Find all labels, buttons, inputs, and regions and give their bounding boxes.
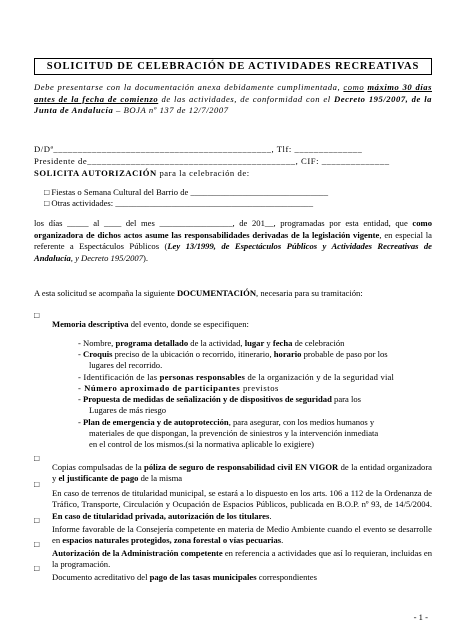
checkbox-poliza[interactable]: □	[34, 453, 40, 463]
intro-decree: Decreto 195/2007, de la Junta de Andalucía	[34, 93, 432, 116]
autorizacion-text: en referencia a actividades que así lo requieran, incluidas en la programación.	[52, 547, 432, 570]
sub-text: de la organización y de la seguridad vial	[245, 371, 395, 382]
tasas-item	[52, 572, 432, 584]
checkbox-terrenos[interactable]: □	[34, 479, 40, 489]
terrenos-text: En caso de terrenos de titularidad municipal, se estará a lo dispuesto en los arts. 106 a 112 de la Ordenanza de Tráfico, Transporte, Circulación y Ocupación de Espacios Públicos, publicada en B.O.P. nº 93, de 14/5/2004.	[52, 487, 432, 510]
memoria-sub-nombre	[78, 338, 432, 350]
dates-text-2: , en especial la referente a Espectáculos Públicos (	[34, 229, 433, 252]
sub-text: y	[264, 337, 273, 348]
memoria-sub-participantes	[78, 383, 432, 395]
intro-dash: –	[113, 105, 124, 116]
terrenos-bold: En caso de titularidad privada, autorización de los titulares	[52, 510, 270, 521]
informe-text: Informe favorable de la Consejería competente en materia de Medio Ambiente cuando el evento se desarrolle en	[52, 523, 432, 546]
responsibility-statement: como organizadora de dichos actos asume las responsabilidades derivadas de la legislación vigente	[34, 218, 432, 240]
poliza-bold-2: el justificante de pago	[58, 473, 139, 484]
sub-bold: personas responsables	[159, 371, 246, 382]
sub-text: - Identificación de las	[78, 371, 160, 382]
informe-bold: espacios naturales protegidos, zona forestal o vías pecuarias	[62, 535, 282, 546]
intro-deadline: máximo 30 días antes de la fecha de comienzo	[34, 82, 432, 104]
sub-text: -	[78, 416, 84, 427]
poliza-text-3: de la misma	[138, 473, 183, 484]
dates-comma: ,	[70, 252, 76, 263]
documentation-heading: DOCUMENTACIÓN	[176, 288, 257, 298]
intro-text-2: de las actividades, de conformidad con el	[158, 93, 334, 104]
sub-bold: fecha	[272, 337, 293, 348]
otras-field[interactable]: ______________________________________________	[115, 198, 313, 208]
intro-paragraph	[34, 82, 432, 117]
sub-text: para los	[331, 393, 361, 404]
sub-text: -	[78, 348, 84, 359]
tasas-text-2: correspondientes	[256, 571, 317, 582]
memoria-sub-croquis-cont: lugares del recorrido.	[89, 359, 163, 370]
phone-field[interactable]: ______________	[294, 144, 363, 154]
terrenos-item	[52, 488, 432, 523]
intro-boja: BOJA nº 137 de 12/7/2007	[123, 105, 229, 116]
option-fiestas	[44, 187, 432, 199]
memoria-text: del evento, donde se especifiquen:	[128, 318, 249, 329]
solicita-line	[34, 168, 432, 180]
poliza-bold: póliza de seguro de responsabilidad civil EN VIGOR	[144, 461, 339, 472]
memoria-sub-senalizacion-cont: Lugares de más riesgo	[89, 404, 167, 415]
terrenos-end: .	[269, 510, 272, 521]
option-fiestas-label: Fiestas o Semana Cultural del Barrio de	[51, 187, 191, 197]
memoria-sub-croquis	[78, 349, 432, 361]
tasas-bold: pago de las tasas municipales	[149, 571, 257, 582]
memoria-sub-emergencia	[78, 417, 432, 429]
poliza-item	[52, 462, 432, 485]
tasas-text: Documento acreditativo del	[52, 571, 150, 582]
applicant-label: D/Dª	[34, 144, 54, 154]
sub-bold: Croquis	[83, 348, 113, 359]
cif-field[interactable]: ______________	[321, 156, 390, 166]
option-otras-label: Otras actividades:	[51, 198, 116, 208]
poliza-text-2: de la entidad organizadora y	[52, 461, 432, 484]
solicita-heading: SOLICITA AUTORIZACIÓN	[34, 168, 157, 178]
sub-text: probable de paso por los	[301, 348, 388, 359]
checkbox-fiestas[interactable]: □	[44, 187, 50, 197]
documentation-text: A esta solicitud se acompaña la siguiente	[34, 288, 177, 298]
checkbox-otras[interactable]: □	[44, 198, 50, 208]
memoria-sub-senalizacion	[78, 394, 432, 406]
applicant-name-field[interactable]: _____________________________________________,	[53, 144, 275, 154]
intro-underlined-word: como	[343, 82, 365, 92]
checkbox-memoria[interactable]: □	[34, 310, 40, 320]
documentation-intro	[34, 288, 432, 300]
memoria-heading: Memoria descriptiva	[52, 318, 129, 329]
checkbox-informe[interactable]: □	[34, 515, 40, 525]
autorizacion-item	[52, 548, 432, 571]
decree-reference: y Decreto 195/2007	[75, 252, 144, 263]
sub-text: preciso de la ubicación o recorrido, itinerario,	[112, 348, 274, 359]
sub-text: previstos	[240, 382, 279, 393]
applicant-line	[34, 144, 432, 156]
law-reference: Ley 13/1999, de Espectáculos Públicos y Actividades Recreativas de Andalucía	[34, 241, 432, 263]
sub-text: de celebración	[292, 337, 345, 348]
president-line	[34, 156, 432, 168]
documentation-text-2: , necesaria para su tramitación:	[256, 288, 363, 298]
sub-bold: Número aproximado de participantes	[84, 382, 241, 393]
entity-name-field[interactable]: ___________________________________________,	[87, 156, 299, 166]
solicita-text: para la celebración de:	[156, 168, 250, 178]
checkbox-autorizacion[interactable]: □	[34, 539, 40, 549]
option-otras	[44, 198, 432, 210]
dates-text: los días _____ al ____ del mes _________________, de 201__, programadas por esta entidad, que	[34, 218, 413, 228]
sub-bold: Propuesta de medidas de señalización y de dispositivos de seguridad	[83, 393, 332, 404]
informe-end: .	[281, 535, 284, 546]
memoria-sub-emergencia-cont-2: en el control de los mismos.(si la normativa aplicable lo exigiere)	[89, 438, 315, 449]
sub-bold: horario	[273, 348, 302, 359]
memoria-sub-emergencia-cont: materiales de que dispongan, la prevención de siniestros y la intervención inmediata	[89, 427, 379, 438]
cif-label: CIF:	[298, 156, 322, 166]
sub-text: , para asegurar, con los medios humanos y	[228, 416, 375, 427]
page-number: - 1 -	[413, 612, 428, 622]
memoria-item	[52, 319, 432, 331]
phone-label: Tlf:	[274, 144, 295, 154]
memoria-sub-responsables	[78, 372, 432, 384]
sub-bold: Plan de emergencia y de autoprotección	[83, 416, 229, 427]
informe-item	[52, 524, 432, 547]
dates-end: ).	[143, 252, 149, 263]
sub-text: -	[78, 393, 84, 404]
intro-text: Debe presentarse con la documentación anexa debidamente cumplimentada,	[34, 82, 341, 92]
barrio-field[interactable]: ________________________________	[190, 187, 329, 197]
president-label: Presidente de	[34, 156, 88, 166]
poliza-text: Copias compulsadas de la	[52, 461, 145, 472]
sub-bold: programa detallado	[115, 337, 189, 348]
sub-text: - Nombre,	[78, 337, 116, 348]
document-title: SOLICITUD DE CELEBRACIÓN DE ACTIVIDADES RECREATIVAS	[34, 58, 432, 75]
sub-text: -	[78, 382, 85, 393]
sub-bold: lugar	[244, 337, 265, 348]
checkbox-tasas[interactable]: □	[34, 563, 40, 573]
autorizacion-bold: Autorización de la Administración competente	[52, 547, 223, 558]
dates-paragraph	[34, 218, 432, 264]
sub-text: de la actividad,	[188, 337, 245, 348]
